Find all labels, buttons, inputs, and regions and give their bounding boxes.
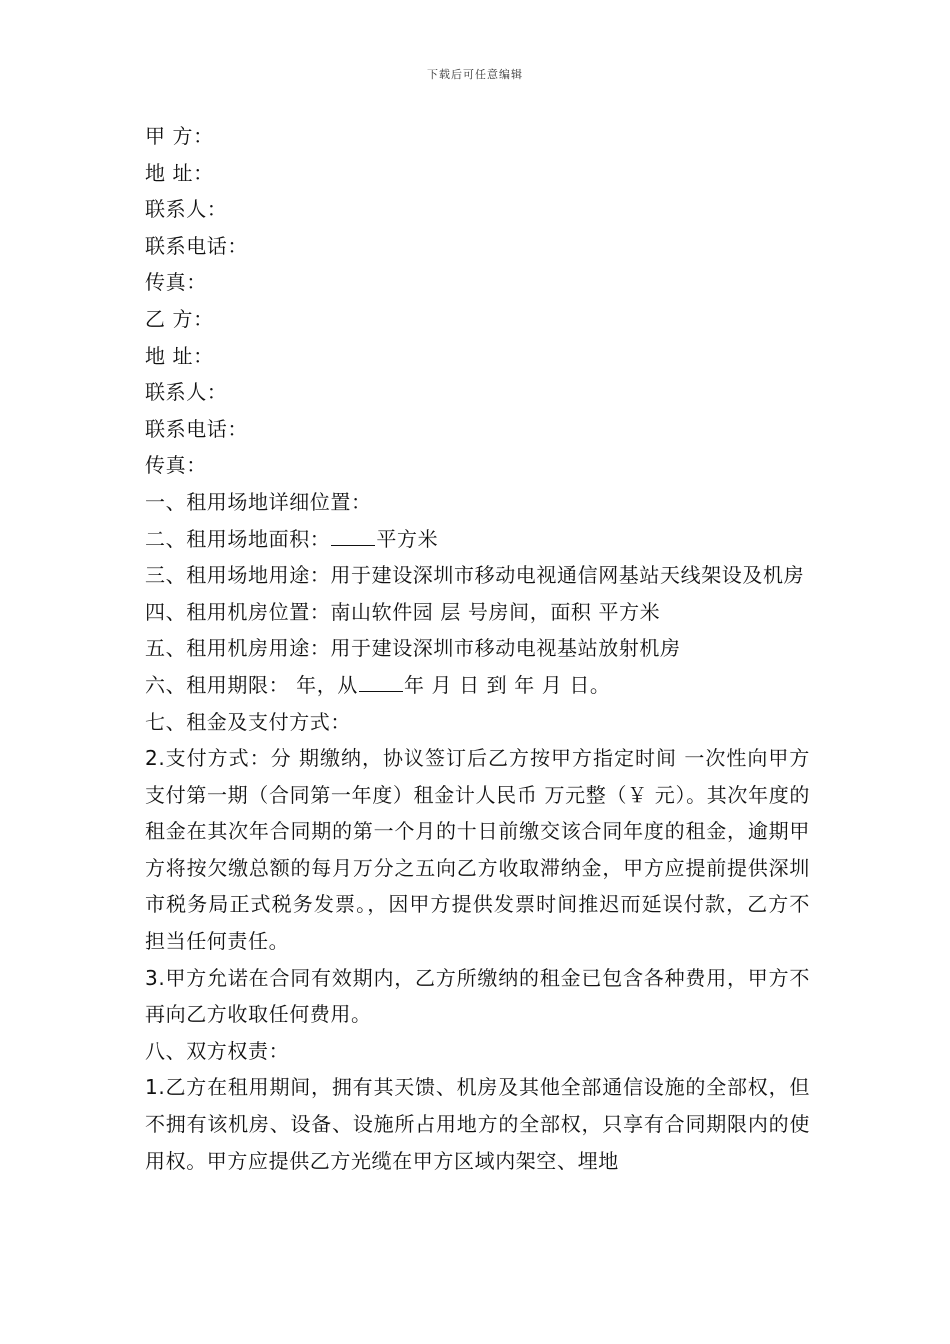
party-a-name: 甲 方：	[145, 124, 214, 148]
clause-4-room-location: 四、租用机房位置：南山软件园 层 号房间，面积 平方米	[145, 599, 661, 624]
clause-6-term	[145, 667, 810, 704]
party-a-address: 地 址：	[145, 160, 214, 185]
area-blank	[331, 527, 375, 546]
clause-3-usage: 三、租用场地用途：用于建设深圳市移动电视通信网基站天线架设及机房	[145, 563, 805, 588]
party-b-name: 乙 方：	[145, 306, 214, 331]
page-header: 下载后可任意编辑	[427, 68, 523, 81]
party-a-fax: 传真：	[145, 270, 207, 295]
clause-6-text-before: 六、租用期限： 年，从	[145, 672, 358, 697]
clause-6-text-after: 年 月 日 到 年 月 日。	[403, 672, 611, 697]
term-blank	[359, 673, 403, 692]
party-b-phone: 联系电话：	[145, 416, 248, 441]
party-b-fax: 传真：	[145, 453, 207, 478]
clause-7-3-fees: 3.甲方允诺在合同有效期内，乙方所缴纳的租金已包含各种费用，甲方不再向乙方收取任何费用。	[145, 965, 810, 1027]
party-b-address: 地 址：	[145, 343, 214, 368]
clause-2-text-after: 平方米	[376, 526, 439, 551]
party-a-phone: 联系电话：	[145, 233, 248, 258]
clause-2-area	[145, 521, 810, 558]
clause-2-text-before: 二、租用场地面积：	[145, 526, 331, 551]
contract-body	[145, 118, 810, 1179]
clause-1-location: 一、租用场地详细位置：	[145, 489, 372, 514]
clause-8-rights: 八、双方权责：	[145, 1038, 290, 1063]
party-b-contact: 联系人：	[145, 380, 228, 405]
clause-8-1-ownership: 1.乙方在租用期间，拥有其天馈、机房及其他全部通信设施的全部权，但不拥有该机房、设备、设施所占用地方的全部权，只享有合同期限内的使用权。甲方应提供乙方光缆在甲方区域内架空、埋地	[145, 1075, 810, 1173]
clause-7-2-payment: 2.支付方式：分 期缴纳，协议签订后乙方按甲方指定时间 一次性向甲方支付第一期（合同第一年度）租金计人民币 万元整（￥ 元）。其次年度的租金在其次年合同期的第一个月的十日前缴交该合同年度的租金，逾期甲方将按欠缴总额的每月万分之五向乙方收取滞纳金，甲方应提前提供深圳市税务局正式税务发票。，因甲方提供发票时间推迟而延误付款，乙方不担当任何责任。	[145, 746, 810, 954]
clause-5-room-usage: 五、租用机房用途：用于建设深圳市移动电视基站放射机房	[145, 636, 681, 661]
clause-7-rent: 七、租金及支付方式：	[145, 709, 351, 734]
party-a-contact: 联系人：	[145, 197, 228, 222]
